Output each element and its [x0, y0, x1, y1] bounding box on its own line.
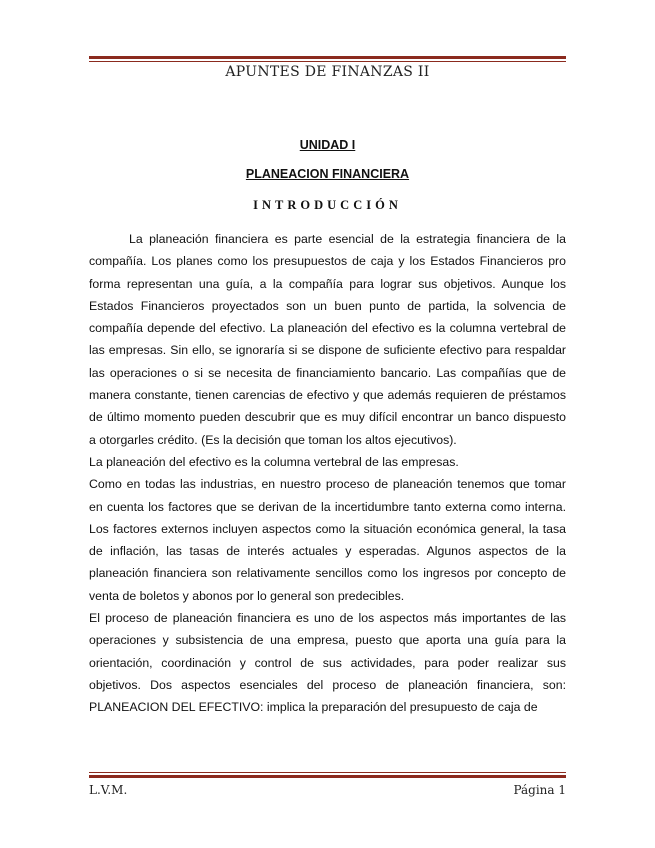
paragraph: La planeación financiera es parte esencial de la estrategia financiera de la compañía. Los planes como los presupuestos de caja y los Estados Financieros pro forma representan una guía, a la compañía para lograr sus objetivos. Aunque los Estados Financieros proyectados son un buen punto de partida, la solvencia de compañía depende del efectivo. La planeación del efectivo es la columna vertebral de las empresas. Sin ello, se ignoraría si se dispone de suficiente efectivo para respaldar las operaciones o si se necesita de financiamiento bancario. Las compañías que de manera constante, tienen carencias de efectivo y que además requieren de préstamos de último momento pueden descubrir que es muy difícil encontrar un banco dispuesto a otorgarles crédito. (Es la decisión que toman los altos ejecutivos).	[89, 232, 566, 447]
header-rule-thin	[89, 61, 566, 62]
unit-heading: UNIDAD I	[299, 138, 356, 152]
paragraph: El proceso de planeación financiera es uno de los aspectos más importantes de las operaciones y subsistencia de una empresa, puesto que aporta una guía para la orientación, coordinación y control de sus actividades, para poder realizar sus objetivos. Dos aspectos esenciales del proceso de planeación financiera, son: PLANEACION DEL EFECTIVO: implica la preparación del presupuesto de caja de	[89, 611, 566, 715]
topic-heading: PLANEACION FINANCIERA	[245, 167, 410, 181]
footer-rule-thick	[89, 775, 566, 778]
page-header-title: APUNTES DE FINANZAS II	[225, 64, 430, 80]
page-footer	[89, 783, 566, 797]
document-body	[89, 228, 566, 719]
paragraph: Como en todas las industrias, en nuestro proceso de planeación tenemos que tomar en cuenta los factores que se derivan de la incertidumbre tanto externa como interna. Los factores externos incluyen aspectos como la situación económica general, la tasa de inflación, las tasas de interés actuales y esperadas. Algunos aspectos de la planeación financiera son relativamente sencillos como los ingresos por concepto de venta de boletos y abonos por lo general son predecibles.	[89, 477, 566, 603]
paragraph: La planeación del efectivo es la columna vertebral de las empresas.	[89, 454, 459, 469]
section-heading: INTRODUCCIÓN	[253, 198, 402, 212]
page-number: Página 1	[513, 783, 566, 797]
footer-rule-thin	[89, 772, 566, 773]
footer-author: L.V.M.	[89, 783, 128, 797]
header-rule-thick	[89, 56, 566, 59]
